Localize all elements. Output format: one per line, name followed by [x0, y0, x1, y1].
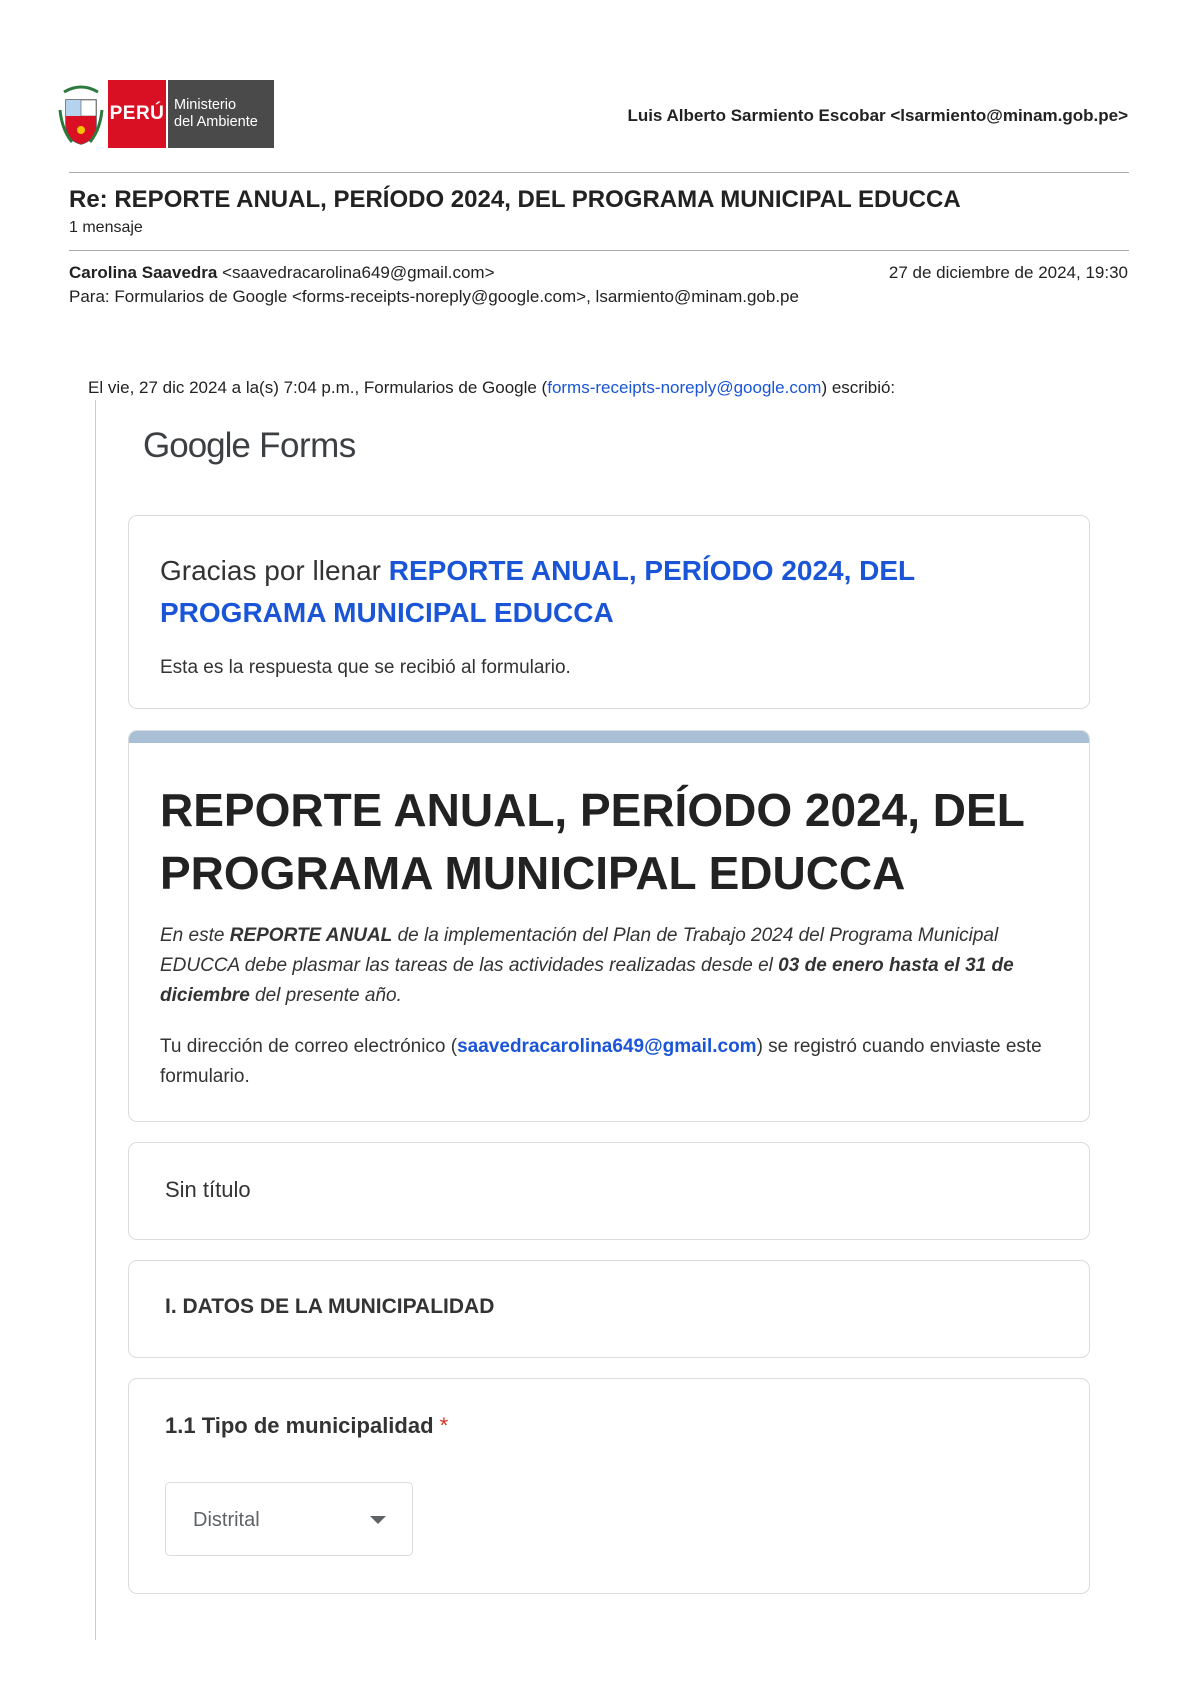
divider-subject [69, 250, 1129, 251]
required-mark: * [439, 1413, 449, 1438]
form-title: REPORTE ANUAL, PERÍODO 2024, DEL PROGRAMA MUNICIPAL EDUCCA [160, 784, 1024, 899]
email-recorded-note [160, 1032, 1060, 1092]
email-recipients: Para: Formularios de Google <forms-receipts-noreply@google.com>, lsarmiento@minam.gob.pe [69, 287, 799, 306]
tipo-municipalidad-select[interactable] [165, 1482, 413, 1556]
thanks-prefix: Gracias por llenar [160, 555, 389, 586]
response-note: Esta es la respuesta que se recibió al formulario. [160, 657, 571, 678]
ministry-label [168, 80, 274, 148]
quote-sender-link[interactable]: forms-receipts-noreply@google.com [547, 378, 822, 397]
untitled-section-card [128, 1142, 1090, 1240]
quote-intro-suffix: ) escribió: [821, 378, 896, 397]
email-subject: Re: REPORTE ANUAL, PERÍODO 2024, DEL PROGRAMA MUNICIPAL EDUCCA [69, 186, 961, 213]
desc-bold-1: REPORTE ANUAL [229, 925, 393, 946]
sender-email: <saavedracarolina649@gmail.com> [222, 263, 495, 282]
respondent-email[interactable]: saavedracarolina649@gmail.com [457, 1036, 757, 1057]
dropdown-arrow-icon [370, 1516, 386, 1524]
message-count: 1 mensaje [69, 219, 143, 236]
desc-bold-2: 03 de enero hasta el 31 de diciembre [160, 955, 1014, 1006]
form-header-band [129, 731, 1089, 743]
google-forms-logo [143, 426, 356, 466]
peru-coat-of-arms-icon [58, 80, 104, 148]
email-sender [69, 263, 495, 283]
desc-part-3: del presente año. [249, 985, 402, 1006]
peru-label: PERÚ [108, 80, 166, 148]
divider-top [69, 172, 1129, 173]
question-label [165, 1413, 448, 1439]
account-user: Luis Alberto Sarmiento Escobar <lsarmiento@minam.gob.pe> [627, 106, 1128, 125]
email-note-suffix: ) se registró cuando enviaste este formulario. [160, 1036, 1042, 1087]
quote-intro [88, 378, 895, 398]
ministry-line-2: del Ambiente [174, 114, 258, 130]
quote-intro-prefix: El vie, 27 dic 2024 a la(s) 7:04 p.m., Formularios de Google ( [88, 378, 548, 397]
ministry-logo [58, 80, 274, 148]
section-datos-title: I. DATOS DE LA MUNICIPALIDAD [165, 1295, 495, 1318]
question-tipo-municipalidad-card [128, 1378, 1090, 1594]
sender-name: Carolina Saavedra [69, 263, 218, 282]
section-datos-card [128, 1260, 1090, 1358]
email-note-prefix: Tu dirección de correo electrónico ( [160, 1036, 458, 1057]
ministry-line-1: Ministerio [174, 97, 237, 113]
form-link[interactable]: REPORTE ANUAL, PERÍODO 2024, DEL PROGRAMA MUNICIPAL EDUCCA [160, 555, 915, 628]
quote-bar [95, 400, 96, 1640]
untitled-section-title: Sin título [165, 1177, 251, 1202]
desc-part-1: En este [160, 925, 230, 946]
thanks-card [128, 515, 1090, 709]
form-header-card [128, 730, 1090, 1122]
email-date: 27 de diciembre de 2024, 19:30 [888, 263, 1128, 282]
question-text: 1.1 Tipo de municipalidad [165, 1413, 434, 1438]
form-description [160, 921, 1060, 1011]
selected-value: Distrital [193, 1509, 260, 1531]
thanks-text [160, 550, 1040, 634]
forms-wordmark: Forms [259, 426, 356, 465]
desc-part-2: de la implementación del Plan de Trabajo 2024 del Programa Municipal EDUCCA debe plasmar las tareas de las actividades realizadas desde el [160, 925, 999, 976]
google-wordmark: Google [143, 426, 250, 465]
